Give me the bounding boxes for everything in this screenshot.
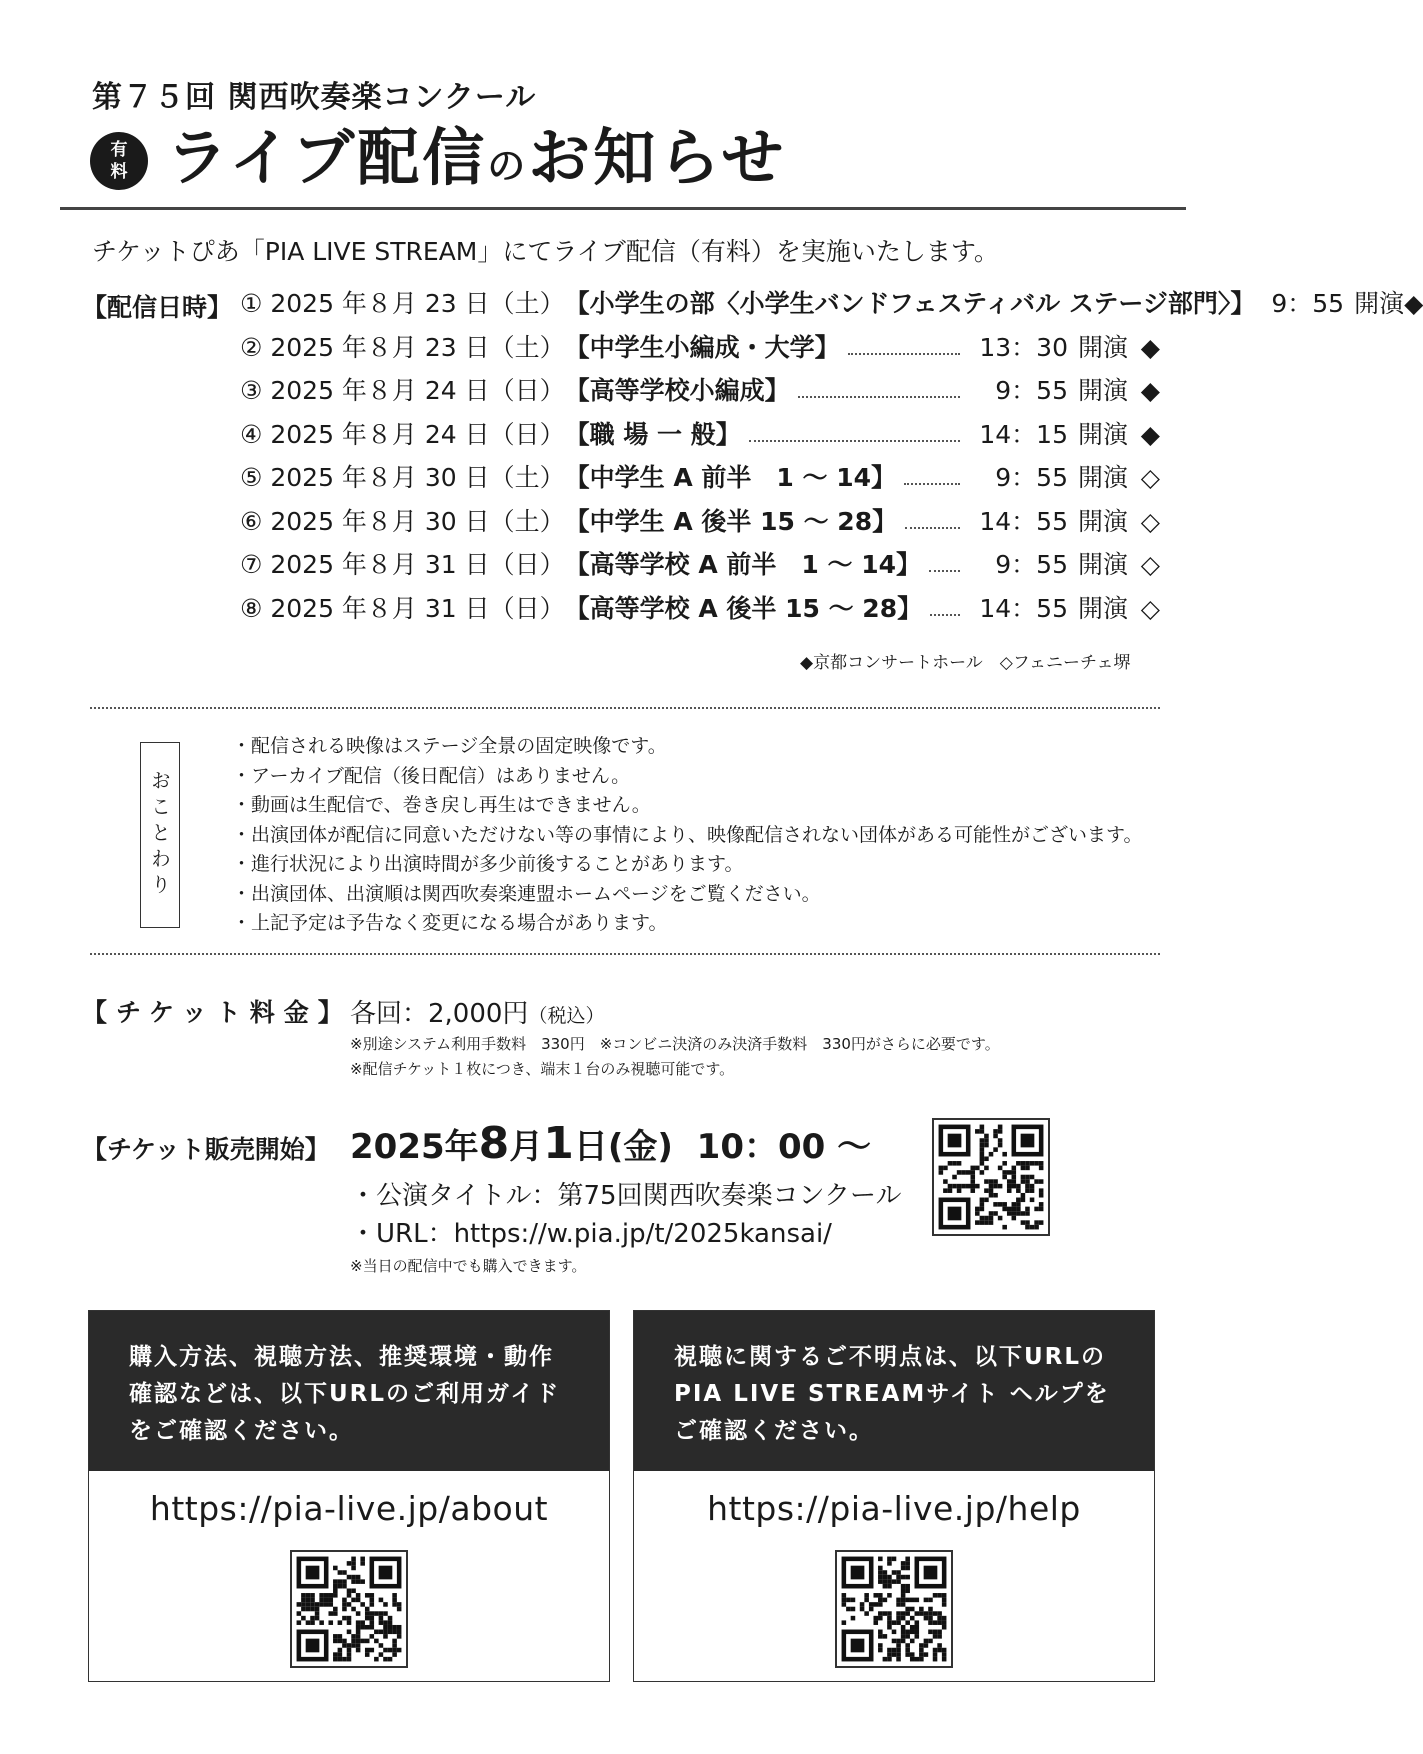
sales-label: 【チケット販売開始】 — [82, 1135, 330, 1164]
schedule-suffix: 開演 — [1077, 593, 1128, 623]
schedule-category: 【高等学校小編成】 — [564, 376, 790, 405]
guide-url[interactable]: https://pia-live.jp/about — [149, 1489, 549, 1528]
title-part-3: お知らせ — [528, 121, 787, 194]
guide-panel-header: 購入方法、視聴方法、推奨環境・動作確認などは、以下URLのご利用ガイドをご確認ください。 — [89, 1311, 609, 1471]
schedule-row — [240, 458, 1160, 498]
help-panel-header: 視聴に関するご不明点は、以下URLのPIA LIVE STREAMサイト ヘルプをご確認ください。 — [634, 1311, 1154, 1471]
note-item: ・ 進行状況により出演時間が多少前後することがあります。 — [232, 850, 1143, 880]
schedule-time: 9：55 — [1271, 289, 1345, 318]
schedule-suffix: 開演 — [1354, 289, 1405, 318]
schedule-date: ⑥ 2025 年８月 30 日（土） — [240, 506, 565, 536]
guide-qr-code[interactable] — [290, 1550, 408, 1668]
schedule-time: 9：55 — [995, 463, 1068, 492]
paid-badge-top: 有 — [110, 140, 128, 160]
venue-mark: ◇ — [1140, 550, 1160, 579]
schedule-suffix: 開演 — [1077, 332, 1128, 362]
schedule-category: 【高等学校 A 後半 15 ～ 28】 — [564, 593, 923, 623]
page-title — [166, 118, 786, 206]
leader-dots — [749, 440, 960, 442]
price-note-2: ※配信チケット１枚につき、端末１台のみ視聴可能です。 — [350, 1060, 735, 1078]
schedule-row — [240, 545, 1160, 585]
schedule-row — [240, 415, 1160, 455]
help-panel — [633, 1310, 1155, 1682]
sales-year: 2025年 — [350, 1127, 479, 1167]
venue-mark: ◆ — [1404, 289, 1423, 318]
price-label: 【チケット料金】 — [82, 998, 352, 1027]
schedule-row — [240, 589, 1160, 629]
schedule-date: ① 2025 年８月 23 日（土） — [240, 289, 565, 318]
schedule-time: 14：55 — [979, 506, 1068, 536]
schedule-date: ⑤ 2025 年８月 30 日（土） — [240, 463, 565, 492]
price-tax: （税込） — [528, 1005, 605, 1027]
dotted-divider-bottom — [90, 953, 1160, 955]
note-item: ・ 上記予定は予告なく変更になる場合があります。 — [232, 909, 1143, 939]
notes-list — [232, 732, 1143, 939]
note-item: ・ 出演団体、出演順は関西吹奏楽連盟ホームページをご覧ください。 — [232, 880, 1143, 910]
price-amount: 各回：2,000円 — [350, 999, 529, 1029]
leader-dots — [929, 570, 960, 572]
schedule-time: 9：55 — [995, 376, 1068, 405]
title-part-1: ライブ配信 — [166, 121, 488, 194]
venue-mark: ◆ — [1140, 419, 1160, 449]
schedule-row — [240, 371, 1160, 411]
schedule-time: 9：55 — [995, 550, 1068, 579]
schedule-suffix: 開演 — [1077, 376, 1128, 405]
venue-mark: ◇ — [1140, 463, 1160, 492]
schedule-suffix: 開演 — [1077, 463, 1128, 492]
schedule-row — [240, 284, 1423, 324]
schedule-label: 【配信日時】 — [82, 293, 233, 322]
note-item: ・ 動画は生配信で、巻き戻し再生はできません。 — [232, 791, 1143, 821]
sales-qr-code[interactable] — [932, 1118, 1050, 1236]
paid-badge-bottom: 料 — [110, 162, 128, 182]
schedule-row — [240, 502, 1160, 542]
venue-mark: ◇ — [1140, 593, 1160, 623]
note-item: ・ 出演団体が配信に同意いただけない等の事情により、映像配信されない団体がある可能性がございます。 — [232, 821, 1143, 851]
leader-dots — [930, 614, 960, 616]
leader-dots — [848, 353, 960, 355]
schedule-row — [240, 328, 1160, 368]
leader-dots — [904, 483, 960, 485]
leader-dots — [798, 396, 960, 398]
notes-label: おことわり — [140, 742, 180, 928]
price-value — [350, 993, 604, 1030]
schedule-suffix: 開演 — [1077, 506, 1128, 536]
schedule-time: 14：55 — [979, 593, 1068, 623]
paid-badge — [90, 132, 148, 190]
sales-time: 10：00 ～ — [696, 1127, 872, 1167]
venue-legend: ◆京都コンサートホール ◇フェニーチェ堺 — [800, 653, 1131, 673]
guide-panel — [88, 1310, 610, 1682]
schedule-date: ⑦ 2025 年８月 31 日（日） — [240, 550, 565, 579]
title-divider — [60, 207, 1186, 210]
sales-month-unit: 月 — [509, 1127, 544, 1167]
event-subtitle: 第７５回 関西吹奏楽コンクール — [92, 80, 537, 115]
title-part-2: の — [487, 144, 529, 188]
help-url[interactable]: https://pia-live.jp/help — [707, 1489, 1081, 1528]
sales-title-line: ・公演タイトル：第75回関西吹奏楽コンクール — [350, 1181, 902, 1211]
price-note-1: ※別途システム利用手数料 330円 ※コンビニ決済のみ決済手数料 330円がさらに必要です。 — [350, 1035, 1000, 1053]
schedule-category: 【高等学校 A 前半 1 ～ 14】 — [564, 550, 921, 579]
venue-mark: ◇ — [1140, 506, 1160, 536]
sales-start-date — [350, 1118, 871, 1169]
schedule-category: 【中学生小編成・大学】 — [564, 332, 840, 362]
schedule-category: 【中学生 A 前半 1 ～ 14】 — [564, 463, 896, 492]
venue-mark: ◆ — [1140, 332, 1160, 362]
schedule-category: 【中学生 A 後半 15 ～ 28】 — [564, 506, 898, 536]
dotted-divider-top — [90, 707, 1160, 709]
help-qr-code[interactable] — [835, 1550, 953, 1668]
schedule-suffix: 開演 — [1077, 550, 1128, 579]
schedule-date: ② 2025 年８月 23 日（土） — [240, 332, 565, 362]
schedule-category: 【小学生の部〈小学生バンドフェスティバル ステージ部門〉】 — [564, 289, 1256, 318]
sales-note: ※当日の配信中でも購入できます。 — [350, 1257, 587, 1275]
intro-text: チケットぴあ「PIA LIVE STREAM」にてライブ配信（有料）を実施いたします。 — [92, 237, 999, 266]
sales-month: 8 — [478, 1118, 510, 1169]
schedule-date: ④ 2025 年８月 24 日（日） — [240, 419, 565, 449]
leader-dots — [905, 527, 960, 529]
venue-mark: ◆ — [1140, 376, 1160, 405]
note-item: ・ アーカイブ配信（後日配信）はありません。 — [232, 762, 1143, 792]
note-item: ・ 配信される映像はステージ全景の固定映像です。 — [232, 732, 1143, 762]
schedule-time: 14：15 — [979, 419, 1068, 449]
schedule-date: ⑧ 2025 年８月 31 日（日） — [240, 593, 565, 623]
sales-day-unit: 日(金) — [573, 1127, 673, 1167]
sales-day: 1 — [543, 1118, 574, 1169]
schedule-category: 【職 場 一 般】 — [564, 419, 741, 449]
sales-url-line[interactable]: ・URL：https://w.pia.jp/t/2025kansai/ — [350, 1219, 832, 1249]
schedule-date: ③ 2025 年８月 24 日（日） — [240, 376, 565, 405]
schedule-suffix: 開演 — [1077, 419, 1128, 449]
schedule-time: 13：30 — [979, 332, 1068, 362]
